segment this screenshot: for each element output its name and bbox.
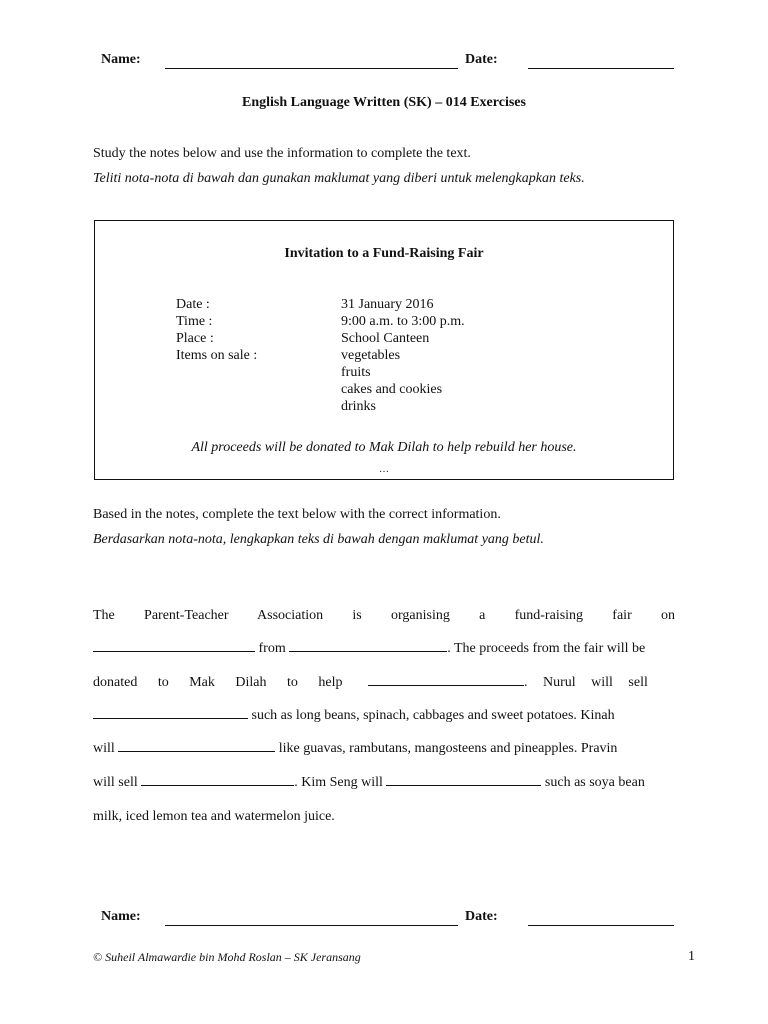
notes-box — [94, 220, 674, 480]
passage-line-6: will sell . Kim Seng will such as soya bean — [93, 775, 645, 790]
notes-date-value: 31 January 2016 — [341, 297, 434, 312]
name-label-bottom: Name: — [101, 909, 141, 924]
answer-blank-date[interactable] — [93, 639, 255, 652]
instruction-en: Study the notes below and use the information to complete the text. — [93, 146, 471, 161]
page-title: English Language Written (SK) – 014 Exercises — [242, 95, 526, 110]
answer-blank-fruits[interactable] — [118, 739, 275, 752]
notes-proceeds: All proceeds will be donated to Mak Dilah to help rebuild her house. — [191, 440, 577, 455]
task-en: Based in the notes, complete the text below with the correct information. — [93, 507, 501, 522]
name-line-bottom[interactable] — [165, 925, 458, 926]
task-ms: Berdasarkan nota-nota, lengkapkan teks di bawah dengan maklumat yang betul. — [93, 532, 544, 547]
passage-line-2: from . The proceeds from the fair will be — [93, 639, 675, 659]
instruction-ms: Teliti nota-nota di bawah dan gunakan maklumat yang diberi untuk melengkapkan teks. — [93, 171, 585, 186]
notes-place-value: School Canteen — [341, 331, 430, 346]
footer-copyright: © Suheil Almawardie bin Mohd Roslan – SK Jeransang — [93, 950, 361, 964]
passage-line-7: milk, iced lemon tea and watermelon juice. — [93, 809, 335, 824]
page-number: 1 — [688, 949, 695, 964]
answer-blank-vegetables[interactable] — [93, 706, 248, 719]
passage-line-3: donated to Mak Dilah to help . Nurul will sell — [93, 675, 648, 690]
name-label: Name: — [101, 52, 141, 67]
passage-line-4: such as long beans, spinach, cabbages and sweet potatoes. Kinah — [93, 706, 675, 726]
notes-time-label: Time : — [176, 314, 213, 329]
answer-blank-cakes[interactable] — [141, 773, 294, 786]
answer-blank-rebuild[interactable] — [368, 673, 524, 686]
notes-ellipsis: … — [379, 464, 389, 475]
notes-heading: Invitation to a Fund-Raising Fair — [284, 246, 484, 261]
date-label: Date: — [465, 52, 498, 67]
notes-item: fruits — [341, 365, 371, 380]
answer-blank-time[interactable] — [289, 639, 447, 652]
date-line-bottom[interactable] — [528, 925, 674, 926]
notes-place-label: Place : — [176, 331, 214, 346]
notes-item: cakes and cookies — [341, 382, 443, 397]
name-line[interactable] — [165, 68, 458, 69]
passage-line-1: The Parent-Teacher Association is organising a fund-raising fair on — [93, 608, 675, 623]
date-line[interactable] — [528, 68, 674, 69]
passage-line-5: will like guavas, rambutans, mangosteens and pineapples. Pravin — [93, 741, 618, 756]
answer-blank-drinks[interactable] — [386, 773, 541, 786]
notes-time-value: 9:00 a.m. to 3:00 p.m. — [341, 314, 465, 329]
notes-item: vegetables — [341, 348, 401, 363]
notes-date-label: Date : — [176, 297, 210, 312]
notes-items-label: Items on sale : — [176, 348, 258, 363]
date-label-bottom: Date: — [465, 909, 498, 924]
notes-item: drinks — [341, 399, 376, 414]
